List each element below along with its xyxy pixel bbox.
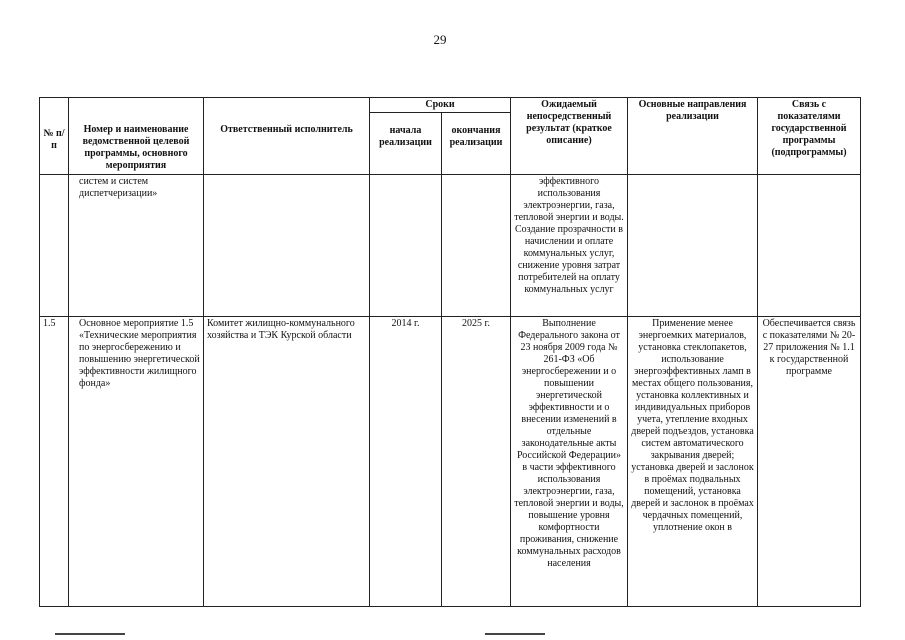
cell-num: [40, 175, 69, 317]
cell-end: [442, 175, 511, 317]
scan-edge-mark: [55, 633, 125, 635]
cell-executor: [204, 175, 370, 317]
cell-num: 1.5: [40, 317, 69, 607]
cell-start: 2014 г.: [370, 317, 442, 607]
cell-link: [758, 175, 861, 317]
cell-directions: [628, 175, 758, 317]
cell-end: 2025 г.: [442, 317, 511, 607]
cell-directions: Применение менее энергоемких материалов, установка стеклопакетов, использование энергоэффективных ламп в местах общего пользования, установка коллективных и индивидуальных приборов учета, утепление входных дверей подъездов, установка систем автоматического закрывания дверей; установка дверей и заслонок в проёмах подвальных помещений, установка дверей и заслонок в проёмах чердачных помещений, уплотнение окон в: [628, 317, 758, 607]
header-directions: Основные направления реализации: [628, 98, 758, 175]
table-row-continuation: [40, 175, 861, 317]
scan-edge-mark: [485, 633, 545, 635]
table-row-1-5: [40, 317, 861, 607]
cell-result: эффективного использования электроэнергии, газа, тепловой энергии и воды. Создание прозрачности в начислении и оплате коммунальных услуг, снижение уровня затрат потребителей на оплату коммунальных услуг: [511, 175, 628, 317]
header-result: Ожидаемый непосредственный результат (краткое описание): [511, 98, 628, 175]
header-executor: Ответственный исполнитель: [204, 98, 370, 175]
header-start: начала реализации: [370, 113, 442, 175]
header-link: Связь с показателями государственной программы (подпрограммы): [758, 98, 861, 175]
cell-executor: Комитет жилищно-коммунального хозяйства и ТЭК Курской области: [204, 317, 370, 607]
program-table: [39, 97, 861, 607]
header-name: Номер и наименование ведомственной целевой программы, основного мероприятия: [69, 98, 204, 175]
page-number: 29: [433, 32, 447, 47]
header-row-1: [40, 98, 861, 113]
header-end: окончания реализации: [442, 113, 511, 175]
cell-name: Основное мероприятие 1.5 «Технические мероприятия по энергосбережению и повышению энергетической эффективности жилищного фонда»: [69, 317, 204, 607]
cell-name: систем и систем диспетчеризации»: [69, 175, 204, 317]
cell-start: [370, 175, 442, 317]
header-terms: Сроки: [370, 98, 511, 113]
cell-result: Выполнение Федерального закона от 23 ноября 2009 года № 261-ФЗ «Об энергосбережении и о повышении энергетической эффективности и о внесении изменений в отдельные законодательные акты Российской Федерации» в части эффективного использования электроэнергии, газа, тепловой энергии и воды, повышение уровня комфортности проживания, снижение коммунальных расходов населения: [511, 317, 628, 607]
header-num: № п/п: [40, 98, 69, 175]
cell-link: Обеспечивается связь с показателями № 20-27 приложения № 1.1 к государственной программе: [758, 317, 861, 607]
